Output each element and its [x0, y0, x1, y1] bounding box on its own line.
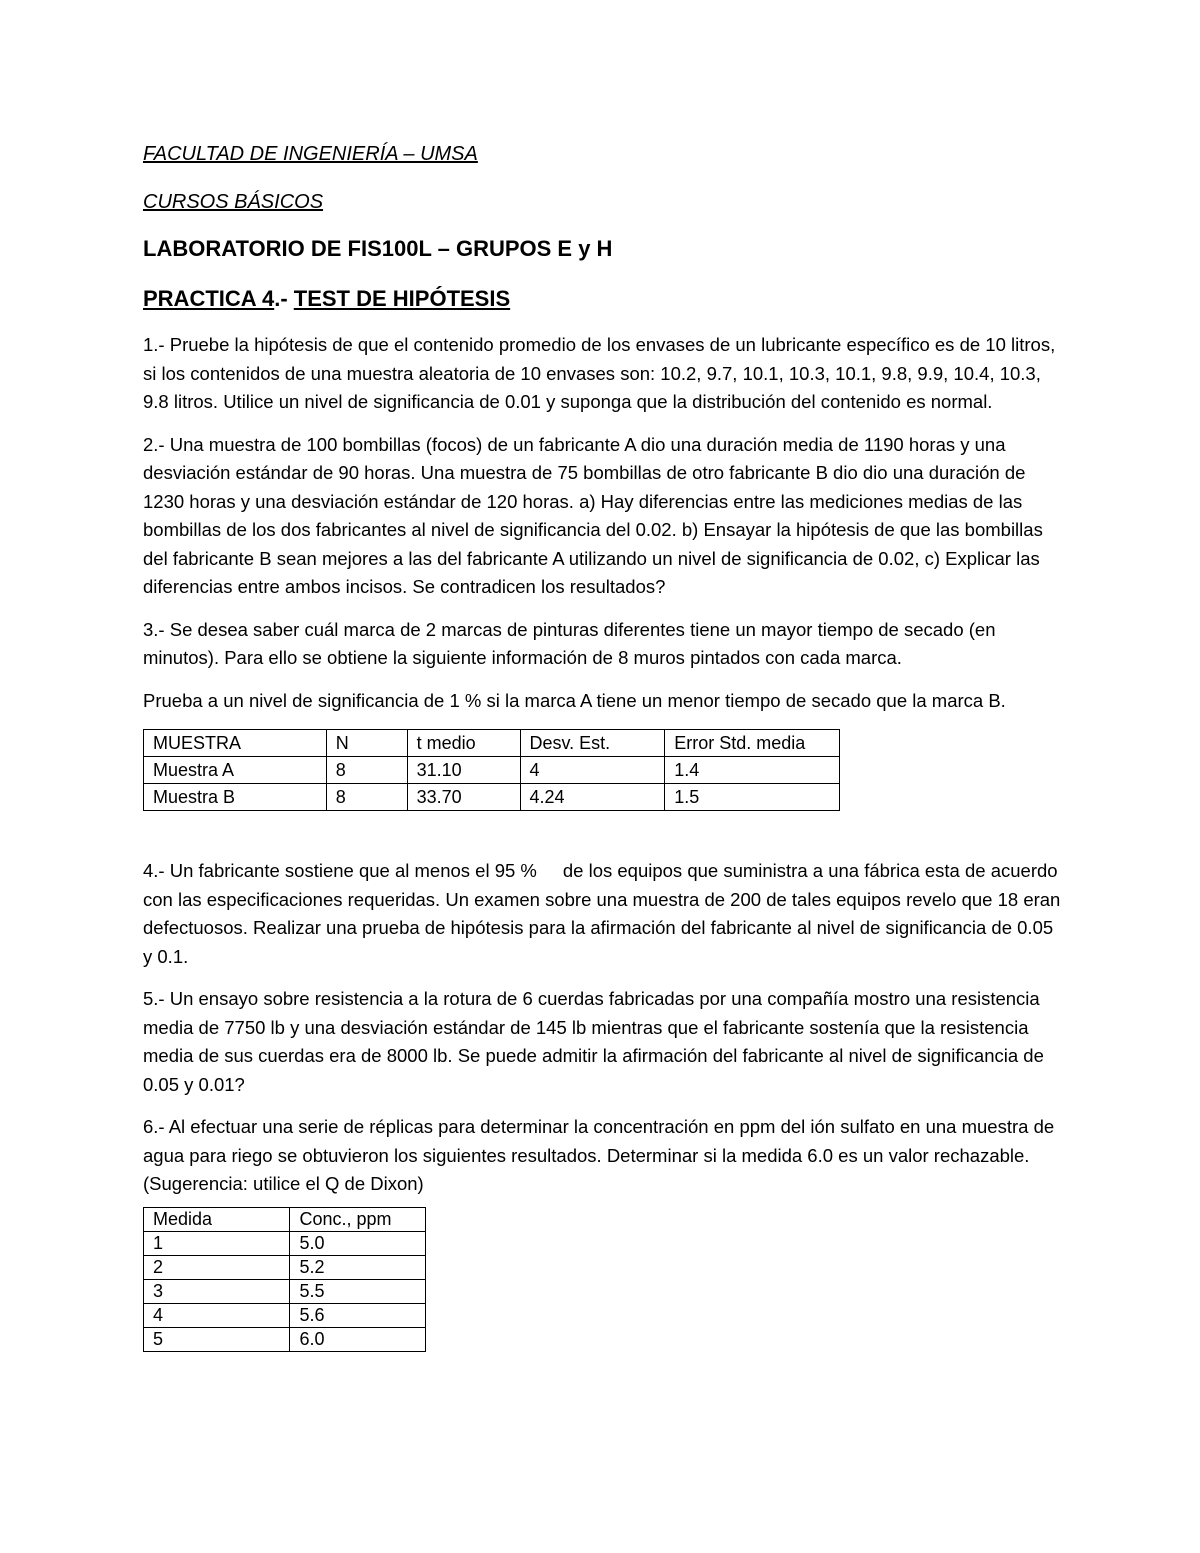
courses-heading: CURSOS BÁSICOS — [143, 191, 324, 213]
question-4-part-1: 4.- Un fabricante sostiene que al menos el 95 % — [143, 860, 537, 881]
table-cell: 31.10 — [407, 757, 520, 784]
table-cell: 6.0 — [290, 1327, 426, 1351]
table-cell: 33.70 — [407, 784, 520, 811]
lab-title: LABORATORIO DE FIS100L – GRUPOS E y H — [143, 236, 613, 261]
table-cell: 3 — [144, 1279, 290, 1303]
table-header-cell: MUESTRA — [144, 730, 327, 757]
table-cell: Muestra B — [144, 784, 327, 811]
table-cell: 2 — [144, 1255, 290, 1279]
table-row — [144, 1231, 426, 1255]
table-cell: 1.5 — [665, 784, 840, 811]
spacer — [143, 811, 1063, 857]
table-header-cell: Desv. Est. — [520, 730, 665, 757]
practice-topic: TEST DE HIPÓTESIS — [293, 286, 511, 311]
table-header-cell: Error Std. media — [665, 730, 840, 757]
document-page — [143, 140, 1063, 1352]
table-header-cell: Medida — [144, 1207, 290, 1231]
table-row — [144, 1255, 426, 1279]
table-header-cell: Conc., ppm — [290, 1207, 426, 1231]
table-row — [144, 1279, 426, 1303]
table-row — [144, 757, 840, 784]
paint-drying-table — [143, 729, 840, 811]
table-row — [144, 1303, 426, 1327]
question-6: 6.- Al efectuar una serie de réplicas para determinar la concentración en ppm del ión sulfato en una muestra de agua para riego se obtuvieron los siguientes resultados. Determinar si la medida 6.0 es un valor rechazable. (Sugerencia: utilice el Q de Dixon) — [143, 1116, 1055, 1194]
question-1: 1.- Pruebe la hipótesis de que el contenido promedio de los envases de un lubricante específico es de 10 litros, si los contenidos de una muestra aleatoria de 10 envases son: 10.2, 9.7, 10.1, 10.3, 10.1, 9.8, 9.9, 10.4, 10.3, 9.8 litros. Utilice un nivel de significancia de 0.01 y suponga que la distribución del contenido es normal. — [143, 334, 1056, 412]
practice-number: PRACTICA 4 — [143, 286, 275, 311]
question-2: 2.- Una muestra de 100 bombillas (focos) de un fabricante A dio una duración media de 1190 horas y una desviación estándar de 90 horas. Una muestra de 75 bombillas de otro fabricante B dio dio una duración de 1230 horas y una desviación estándar de 120 horas. a) Hay diferencias entre las mediciones medias de las bombillas de los dos fabricantes al nivel de significancia del 0.02. b) Ensayar la hipótesis de que las bombillas del fabricante B sean mejores a las del fabricante A utilizando un nivel de significancia de 0.02, c) Explicar las diferencias entre ambos incisos. Se contradicen los resultados? — [143, 433, 1043, 597]
table-cell: 8 — [326, 757, 407, 784]
table-row — [144, 1327, 426, 1351]
sulfate-concentration-table — [143, 1207, 426, 1352]
table-cell: 5.5 — [290, 1279, 426, 1303]
question-5: 5.- Un ensayo sobre resistencia a la rotura de 6 cuerdas fabricadas por una compañía mostro una resistencia media de 7750 lb y una desviación estándar de 145 lb mientras que el fabricante sostenía que la resistencia media de sus cuerdas era de 8000 lb. Se puede admitir la afirmación del fabricante al nivel de significancia de 0.05 y 0.01? — [143, 988, 1044, 1095]
table-cell: 1 — [144, 1231, 290, 1255]
practice-title — [143, 284, 1063, 314]
question-3-test: Prueba a un nivel de significancia de 1 % si la marca A tiene un menor tiempo de secado que la marca B. — [143, 689, 1006, 711]
table-header-row — [144, 1207, 426, 1231]
faculty-heading: FACULTAD DE INGENIERÍA – UMSA — [143, 143, 478, 165]
table-cell: 4 — [520, 757, 665, 784]
table-cell: 4.24 — [520, 784, 665, 811]
question-4-part-2: de los equipos que suministra a una fábrica esta de acuerdo con las especificaciones requeridas. Un examen sobre una muestra de 200 de tales equipos revelo que 18 eran defectuosos. Realizar una prueba de hipótesis para la afirmación del fabricante al nivel de significancia de 0.05 y 0.1. — [143, 860, 1061, 967]
table-cell: 5.0 — [290, 1231, 426, 1255]
question-4 — [143, 857, 1063, 971]
table-cell: 8 — [326, 784, 407, 811]
table-header-cell: t medio — [407, 730, 520, 757]
practice-separator: .- — [274, 286, 294, 311]
table-header-cell: N — [326, 730, 407, 757]
question-3: 3.- Se desea saber cuál marca de 2 marcas de pinturas diferentes tiene un mayor tiempo de secado (en minutos). Para ello se obtiene la siguiente información de 8 muros pintados con cada marca. — [143, 618, 996, 668]
table-cell: 4 — [144, 1303, 290, 1327]
table-cell: 5.6 — [290, 1303, 426, 1327]
table-cell: 5.2 — [290, 1255, 426, 1279]
table-cell: 1.4 — [665, 757, 840, 784]
table-cell: 5 — [144, 1327, 290, 1351]
table-header-row — [144, 730, 840, 757]
table-row — [144, 784, 840, 811]
table-cell: Muestra A — [144, 757, 327, 784]
